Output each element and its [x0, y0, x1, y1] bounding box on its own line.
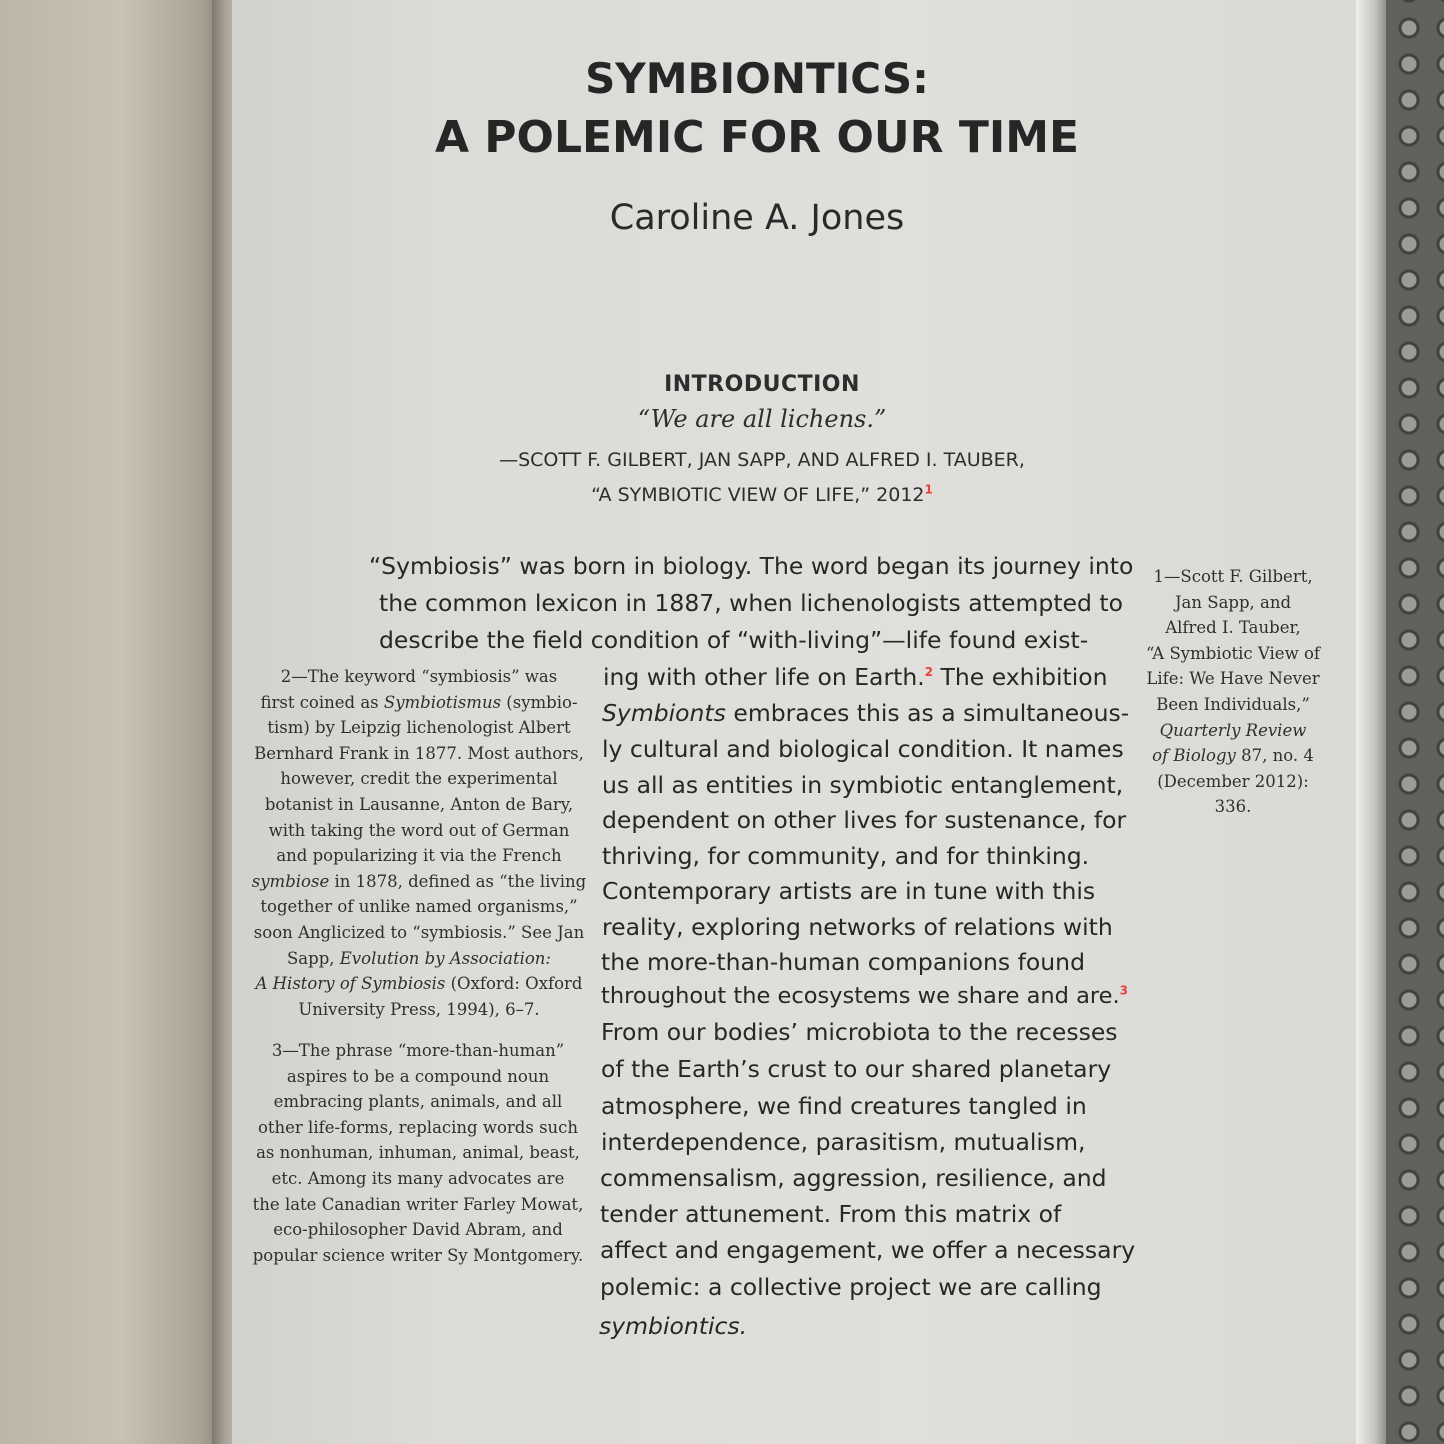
body-line-3: describe the field condition of “with-living”—life found exist- [379, 626, 1089, 654]
body-line-11: reality, exploring networks of relations with [602, 913, 1113, 941]
body-line-8: dependent on other lives for sustenance, for [602, 806, 1127, 834]
book-title: Evolution by Association: [339, 948, 551, 968]
title-line-1: SYMBIONTICS: [585, 54, 929, 103]
footnote-2-line [246, 971, 592, 997]
body-line-20: affect and engagement, we offer a necessary [600, 1236, 1136, 1264]
body-line-7: us all as entities in symbiotic entanglement, [602, 771, 1124, 799]
journal-volume: 87, no. 4 [1235, 746, 1314, 766]
title-line-2: A POLEMIC FOR OUR TIME [434, 112, 1080, 163]
footnote-1-line [1146, 718, 1320, 744]
footnote-2-line: and popularizing it via the French [276, 846, 562, 866]
body-line-13 [601, 983, 1128, 1009]
footnote-2-line: together of unlike named organisms,” [260, 897, 578, 917]
footnote-1-line: Jan Sapp, and [1174, 592, 1292, 612]
footnote-3-line: popular science writer Sy Montgomery. [252, 1245, 584, 1265]
footnote-2-line [246, 869, 592, 895]
footnote-2-line: 2—The keyword “symbiosis” was [280, 667, 558, 686]
footnote-3-line: 3—The phrase “more-than-human” [271, 1041, 565, 1060]
footnote-1-line: “A Symbiotic View of [1146, 643, 1320, 663]
footnote-3-line: aspires to be a compound noun [286, 1066, 550, 1086]
epigraph-attribution-line-2 [232, 484, 1292, 506]
journal-title: Quarterly Review [1159, 720, 1307, 740]
body-line-10: Contemporary artists are in tune with this [602, 877, 1096, 905]
epigraph-attribution-text: “A SYMBIOTIC VIEW OF LIFE,” 2012 [591, 484, 925, 506]
body-line-5 [602, 699, 1129, 727]
footnote-2-line: University Press, 1994), 6–7. [298, 999, 540, 1019]
footnote-1-line: Been Individuals,” [1156, 694, 1310, 714]
left-page [0, 0, 222, 1444]
footnote-2-line [246, 690, 592, 716]
body-line-21: polemic: a collective project we are calling [600, 1273, 1102, 1301]
page-edge [1356, 0, 1386, 1444]
footnote-1-line: (December 2012): [1157, 771, 1309, 791]
footnote-3-line: eco-philosopher David Abram, and [273, 1220, 563, 1240]
body-line-18: commensalism, aggression, resilience, and [600, 1164, 1107, 1192]
author-name: Caroline A. Jones [609, 198, 905, 238]
footnote-1-line [1146, 743, 1320, 769]
body-line-17: interdependence, parasitism, mutualism, [601, 1128, 1086, 1156]
section-heading: INTRODUCTION [664, 372, 860, 397]
body-line-22 [599, 1312, 747, 1340]
footnote-3-line: other life-forms, replacing words such [257, 1117, 579, 1137]
footnote-3-line: etc. Among its many advocates are [271, 1168, 565, 1188]
symbiontics-term: symbiontics. [599, 1312, 748, 1340]
body-line-13-text: throughout the ecosystems we share and are. [601, 983, 1120, 1009]
body-line-16: atmosphere, we find creatures tangled in [601, 1092, 1087, 1120]
body-line-2: the common lexicon in 1887, when lichenologists attempted to [379, 589, 1123, 617]
body-line-9: thriving, for community, and for thinking. [602, 842, 1090, 870]
footnote-mark-3: 3 [1119, 983, 1128, 998]
body-line-14: From our bodies’ microbiota to the recesses [601, 1018, 1118, 1046]
latin-term: Symbiotismus [383, 692, 502, 712]
footnote-mark-1: 1 [924, 482, 933, 497]
footnote-1-line: Alfred I. Tauber, [1165, 618, 1301, 638]
footnote-2-line: soon Anglicized to “symbiosis.” See Jan [253, 922, 585, 942]
footnote-2-line: Bernhard Frank in 1877. Most authors, [254, 743, 584, 763]
footnote-1-line: 336. [1214, 797, 1252, 817]
body-line-6: ly cultural and biological condition. It names [602, 735, 1124, 763]
footnote-2-text: first coined as [260, 692, 384, 712]
journal-title: of Biology [1152, 746, 1236, 766]
french-term: symbiose [251, 871, 330, 891]
body-line-4-continued: The exhibition [940, 663, 1108, 691]
footnote-2-text: (Oxford: Oxford [445, 974, 583, 994]
footnote-2-line: tism) by Leipzig lichenologist Albert [267, 718, 571, 738]
body-line-15: of the Earth’s crust to our shared planetary [601, 1055, 1112, 1083]
body-line-1: “Symbiosis” was born in biology. The word began its journey into [369, 552, 1134, 580]
epigraph-attribution-line-1: —SCOTT F. GILBERT, JAN SAPP, AND ALFRED I. TAUBER, [499, 449, 1025, 471]
footnote-1-line: Life: We Have Never [1146, 669, 1320, 689]
epigraph-quote: “We are all lichens.” [637, 405, 887, 433]
body-line-4 [603, 663, 1108, 691]
footnote-1 [1146, 564, 1320, 820]
footnote-2-text: Sapp, [287, 948, 340, 968]
footnote-3-line: embracing plants, animals, and all [273, 1092, 563, 1112]
footnote-3-line: the late Canadian writer Farley Mowat, [252, 1194, 584, 1214]
footnote-2-text: in 1878, defined as “the living [329, 871, 587, 891]
perforated-binder-edge [1386, 0, 1444, 1444]
body-line-12: the more-than-human companions found [601, 948, 1085, 976]
footnote-2-line: however, credit the experimental [280, 769, 558, 789]
footnote-2 [246, 664, 592, 1022]
book-subtitle: A History of Symbiosis [255, 974, 446, 994]
footnote-2-line [246, 946, 592, 972]
footnote-2-line: botanist in Lausanne, Anton de Bary, [264, 794, 574, 814]
footnote-1-line: 1—Scott F. Gilbert, [1153, 567, 1313, 586]
footnote-mark-2: 2 [924, 665, 934, 680]
footnote-2-text: (symbio- [501, 692, 578, 712]
body-line-19: tender attunement. From this matrix of [600, 1200, 1062, 1228]
body-line-4-text: ing with other life on Earth. [603, 663, 925, 691]
footnote-3 [244, 1038, 592, 1268]
footnote-3-line: as nonhuman, inhuman, animal, beast, [256, 1143, 580, 1163]
body-line-5-text: embraces this as a simultaneous- [725, 699, 1130, 727]
footnote-2-line: with taking the word out of German [268, 820, 570, 840]
exhibition-title: Symbionts [602, 699, 726, 727]
